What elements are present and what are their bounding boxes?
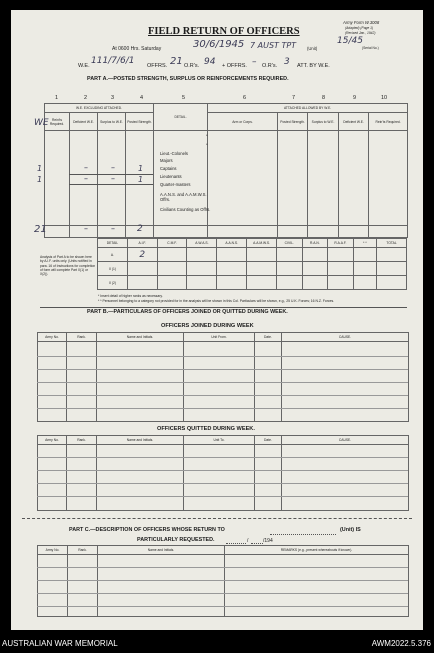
- archive-footer: [0, 636, 434, 653]
- col-att-deficient: Deficient W.E.: [339, 113, 369, 131]
- row1-col2: –: [84, 163, 88, 172]
- quitted-col-unit-to: Unit To.: [184, 436, 255, 445]
- ors-handwritten: 94: [204, 57, 216, 67]
- analysis-row-x1: X (1): [98, 262, 128, 276]
- partc-col-name: Name and Initials.: [98, 546, 225, 555]
- quitted-title: OFFICERS QUITTED DURING WEEK.: [157, 426, 255, 432]
- detail-header: DETAIL.: [154, 104, 208, 131]
- part-c-title: PART C.—DESCRIPTION OF OFFICERS WHOSE RETURN TO: [69, 527, 225, 533]
- we-margin-handwritten: WE: [34, 118, 49, 128]
- footnote-2: * * Personnel belonging to a category not provided for in the analysis will be shown in this Col. Particulars will be shown, e.g., 25 U.K. Forces; 16 N.Z. Forces.: [98, 299, 335, 303]
- serial-handwritten: 15/45: [337, 36, 363, 46]
- serial-label: (Serial No.): [362, 46, 379, 50]
- attached-allowed-header: ATTACHED ALLOWED BY W.E.: [208, 104, 408, 113]
- rank-majors: Majors: [160, 158, 173, 163]
- analysis-note: Analysis of Part A to be shown here by A.I.F. units only. (Units notified in para. 16 of Instructions for completion of form will complete Part X(1) or X(2)).: [40, 255, 96, 277]
- col-number-3: 3: [111, 95, 115, 101]
- analysis-col-total: TOTAL: [377, 239, 407, 248]
- col-number-2: 2: [84, 95, 88, 101]
- offrs-attached-label: + OFFRS.: [222, 63, 247, 69]
- we-excluding-attached-header: W.E. EXCLUDING ATTACHED.: [45, 104, 154, 113]
- total-col-10: [369, 226, 408, 238]
- asterisk-mark: *: [206, 142, 208, 147]
- part-a-title: PART A.—POSTED STRENGTH, SURPLUS OR REINFORCEMENTS REQUIRED.: [87, 76, 289, 82]
- total-col-7: [278, 226, 308, 238]
- quitted-table: [37, 435, 409, 511]
- total-col3-hw: –: [111, 224, 115, 233]
- row2-col2: –: [84, 174, 88, 183]
- offrs-handwritten: 21: [170, 56, 183, 67]
- part-c-date-tail: /194: [263, 538, 273, 544]
- partc-col-rank: Rank.: [68, 546, 98, 555]
- col-number-1: 1: [55, 95, 59, 101]
- asterisk-mark: *: [206, 133, 208, 138]
- col-number-6: 6: [243, 95, 247, 101]
- joined-col-name: Name and Initials.: [97, 333, 184, 342]
- col-number-10: 10: [381, 95, 388, 101]
- body-col-6: [208, 131, 278, 226]
- footer-institution: AUSTRALIAN WAR MEMORIAL: [2, 639, 118, 648]
- total-col-8: [308, 226, 339, 238]
- joined-col-date: Date.: [255, 333, 282, 342]
- part-c-line2: PARTICULARLY REQUESTED.: [137, 537, 215, 543]
- offrs-attached-handwritten: –: [252, 57, 257, 67]
- footnote-1: * Insert detail of higher ranks as necessary.: [98, 294, 163, 298]
- body-col-8: [308, 131, 339, 226]
- we-label: W.E.: [78, 63, 90, 69]
- rank-civilians: Civilians Counting as Offrs.: [160, 207, 211, 212]
- ors-label: O.R's.: [184, 63, 200, 69]
- body-col-10: [369, 131, 408, 226]
- footer-accession: AWM2022.5.376: [371, 639, 431, 648]
- col-reints-required: Rein'ts Required.: [45, 113, 70, 131]
- revised-label: (Revised Jan., 1942): [345, 31, 376, 35]
- joined-col-rank: Rank.: [67, 333, 97, 342]
- analysis-col-aamws: A.A.M.W.S.: [247, 239, 277, 248]
- analysis-col-other: * *: [353, 239, 376, 248]
- body-col-7: [278, 131, 308, 226]
- joined-col-cause: CAUSE.: [282, 333, 409, 342]
- col-posted-strength: Posted Strength.: [126, 113, 154, 131]
- joined-col-unit-from: Unit From.: [184, 333, 255, 342]
- total-col-5: [154, 226, 208, 238]
- col-number-7: 7: [292, 95, 296, 101]
- quitted-col-rank: Rank.: [67, 436, 97, 445]
- joined-title: OFFICERS JOINED DURING WEEK: [161, 323, 254, 329]
- col-deficient-we: Deficient W.E.: [70, 113, 98, 131]
- col-number-9: 9: [353, 95, 357, 101]
- row2-col4: 1: [138, 175, 144, 184]
- body-col-1: [45, 131, 70, 226]
- total-col-9: [339, 226, 369, 238]
- unit-handwritten: 7 AUST TPT: [250, 41, 297, 50]
- row2-col1: 1: [37, 175, 43, 184]
- part-c-unit-is: (Unit) IS: [340, 527, 361, 533]
- analysis-row-x2: X (2): [98, 276, 128, 290]
- unit-label: (Unit): [307, 46, 318, 51]
- col-number-4: 4: [140, 95, 144, 101]
- quitted-col-cause: CAUSE.: [282, 436, 409, 445]
- analysis-col-raaf: R.A.A.F.: [328, 239, 354, 248]
- adapted-label: (Adapted) (Page 1): [345, 26, 374, 30]
- analysis-col-aif: A.I.F.: [127, 239, 157, 248]
- partc-col-remarks: REMARKS (e.g., present whereabouts if known).: [225, 546, 409, 555]
- joined-col-army-no: Army No.: [38, 333, 67, 342]
- analysis-col-awas: A.W.A.S.: [187, 239, 217, 248]
- analysis-row-a: A.: [98, 248, 128, 262]
- row1-col3: –: [111, 163, 115, 172]
- offrs-label: OFFRS.: [147, 63, 168, 69]
- form-title: FIELD RETURN OF OFFICERS: [148, 26, 300, 37]
- total-col-6: [208, 226, 278, 238]
- rank-captains: Captains: [160, 166, 177, 171]
- col-number-5: 5: [182, 95, 186, 101]
- analysis-table: [97, 238, 407, 290]
- total-col-1: [45, 226, 70, 238]
- ors-attached-label: O.R's.: [262, 63, 278, 69]
- col-surplus-to-we: Surplus to W.E.: [98, 113, 126, 131]
- army-form-number: Army Form W.3008: [343, 20, 380, 25]
- quitted-col-name: Name and Initials.: [97, 436, 184, 445]
- col-arm-or-corps: Arm or Corps.: [208, 113, 278, 131]
- partc-col-army-no: Army No.: [38, 546, 68, 555]
- quitted-col-date: Date.: [255, 436, 282, 445]
- col-number-8: 8: [322, 95, 326, 101]
- analysis-col-ran: R.A.N.: [302, 239, 328, 248]
- rank-lieutenants: Lieutenants: [160, 174, 182, 179]
- body-col-9: [339, 131, 369, 226]
- we-handwritten: 111/7/6/1: [91, 56, 135, 66]
- date-handwritten: 30/6/1945: [193, 39, 245, 50]
- row2-col3: –: [111, 174, 115, 183]
- part-a-table: [44, 103, 408, 238]
- analysis-col-civil: CIVIL.: [276, 239, 302, 248]
- col-att-surplus: Surplus to W.E.: [308, 113, 339, 131]
- date-slash: /: [247, 538, 249, 544]
- ors-attached-handwritten: 3: [284, 57, 290, 67]
- col-att-posted-strength: Posted Strength.: [278, 113, 308, 131]
- att-by-we-label: ATT. BY W.E.: [297, 63, 330, 69]
- total-col1-hw: 21: [34, 224, 47, 235]
- part-b-title: PART B.—PARTICULARS OF OFFICERS JOINED OR QUITTED DURING WEEK.: [87, 309, 288, 315]
- rank-quarter-masters: Quarter-masters: [160, 182, 191, 187]
- rank-lieut-colonels: Lieut.-Colonels: [160, 151, 188, 156]
- at-hrs-label: At 0600 Hrs. Saturday: [112, 46, 162, 52]
- total-col2-hw: –: [84, 224, 88, 233]
- analysis-row-a-aif: 2: [127, 248, 157, 262]
- rank-aans-aamws: A.A.N.S. and A.A.M.W.S. Offrs.: [160, 192, 207, 202]
- col-att-reints: Rein'ts Required.: [369, 113, 408, 131]
- total-col4-hw: 2: [137, 224, 143, 234]
- analysis-col-detail: DETAIL: [98, 239, 128, 248]
- analysis-col-cmf: C.M.F.: [157, 239, 187, 248]
- row1-col1: 1: [37, 164, 43, 173]
- analysis-col-aans: A.A.N.S.: [217, 239, 247, 248]
- quitted-col-army-no: Army No.: [38, 436, 67, 445]
- row1-col4: 1: [138, 164, 144, 173]
